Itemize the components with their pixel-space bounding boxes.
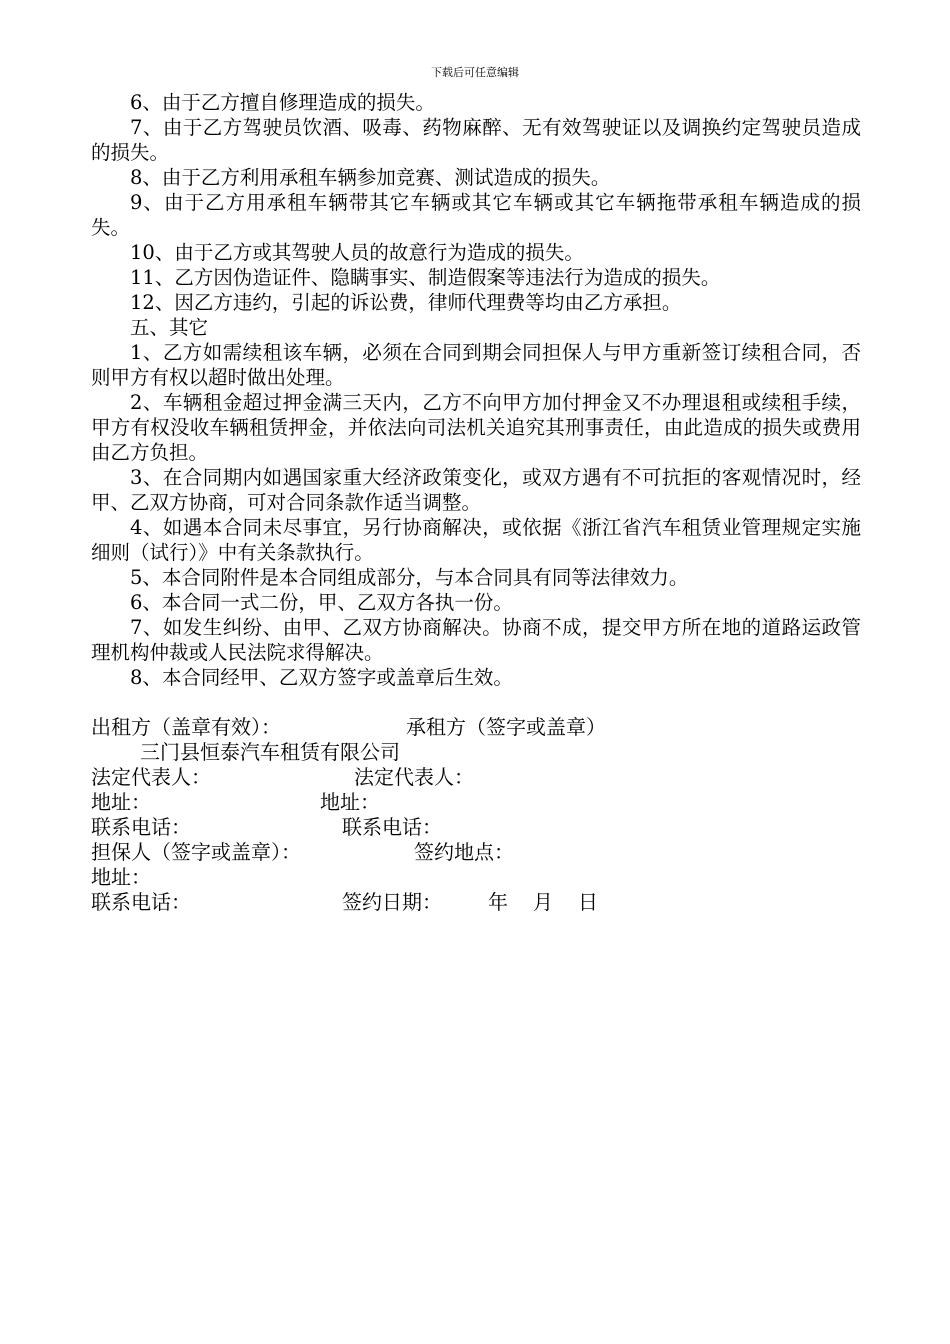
clause-paragraph: 5、本合同附件是本合同组成部分，与本合同具有同等法律效力。 — [130, 566, 689, 589]
clause-paragraph: 4、如遇本合同未尽事宜，另行协商解决，或依据《浙江省汽车租赁业管理规定实施细则（试行）》中有关条款执行。 — [91, 516, 861, 564]
lessee-label: 承租方（签字或盖章） — [406, 715, 606, 739]
clause-paragraph: 10、由于乙方或其驾驶人员的故意行为造成的损失。 — [130, 241, 584, 264]
guarantor-label: 担保人（签字或盖章）： — [91, 840, 301, 864]
clause-paragraph: 7、如发生纠纷、由甲、乙双方协商解决。协商不成，提交甲方所在地的道路运政管理机构仲裁或人民法院求得解决。 — [91, 616, 861, 664]
company-name: 三门县恒泰汽车租赁有限公司 — [140, 740, 400, 764]
header-note: 下载后可任意编辑 — [431, 66, 519, 79]
guarantor-row — [91, 840, 861, 865]
date-year: 年 — [488, 890, 508, 914]
phone-row — [91, 815, 861, 840]
clause-paragraph: 6、由于乙方擅自修理造成的损失。 — [130, 91, 435, 114]
clause-paragraph: 6、本合同一式二份，甲、乙双方各执一份。 — [130, 591, 513, 614]
clause-paragraph: 1、乙方如需续租该车辆，必须在合同到期会同担保人与甲方重新签订续租合同，否则甲方有权以超时做出处理。 — [91, 341, 861, 389]
address-left: 地址： — [91, 790, 151, 814]
address-right: 地址： — [320, 790, 380, 814]
legal-rep-right: 法定代表人： — [354, 765, 474, 789]
date-day: 日 — [578, 890, 598, 914]
clause-paragraph: 3、在合同期内如遇国家重大经济政策变化，或双方遇有不可抗拒的客观情况时，经甲、乙双方协商，可对合同条款作适当调整。 — [91, 466, 861, 514]
section-heading: 五、其它 — [130, 316, 209, 339]
date-month: 月 — [533, 890, 553, 914]
clause-paragraph: 11、乙方因伪造证件、隐瞒事实、制造假案等违法行为造成的损失。 — [130, 266, 721, 289]
party-labels-row — [91, 715, 861, 740]
sign-place-label: 签约地点： — [414, 840, 514, 864]
guarantor-address: 地址： — [91, 865, 151, 889]
contract-body — [91, 90, 861, 690]
phone-left: 联系电话： — [91, 815, 191, 839]
signature-block — [91, 715, 861, 915]
legal-rep-row — [91, 765, 861, 790]
guarantor-address-row — [91, 865, 861, 890]
address-row — [91, 790, 861, 815]
clause-paragraph: 2、车辆租金超过押金满三天内，乙方不向甲方加付押金又不办理退租或续租手续，甲方有权没收车辆租赁押金，并依法向司法机关追究其刑事责任，由此造成的损失或费用由乙方负担。 — [91, 391, 861, 464]
sign-date-label: 签约日期： — [342, 890, 442, 914]
phone-right: 联系电话： — [342, 815, 442, 839]
legal-rep-left: 法定代表人： — [91, 765, 211, 789]
clause-paragraph: 9、由于乙方用承租车辆带其它车辆或其它车辆或其它车辆拖带承租车辆造成的损失。 — [91, 191, 861, 239]
sign-date-row — [91, 890, 861, 915]
clause-paragraph: 12、因乙方违约，引起的诉讼费，律师代理费等均由乙方承担。 — [130, 291, 682, 314]
lessor-label: 出租方（盖章有效）： — [91, 715, 281, 739]
clause-paragraph: 8、由于乙方利用承租车辆参加竞赛、测试造成的损失。 — [130, 166, 611, 189]
clause-paragraph: 7、由于乙方驾驶员饮酒、吸毒、药物麻醉、无有效驾驶证以及调换约定驾驶员造成的损失。 — [91, 116, 861, 164]
clause-paragraph: 8、本合同经甲、乙双方签字或盖章后生效。 — [130, 666, 513, 689]
guarantor-phone: 联系电话： — [91, 890, 191, 914]
